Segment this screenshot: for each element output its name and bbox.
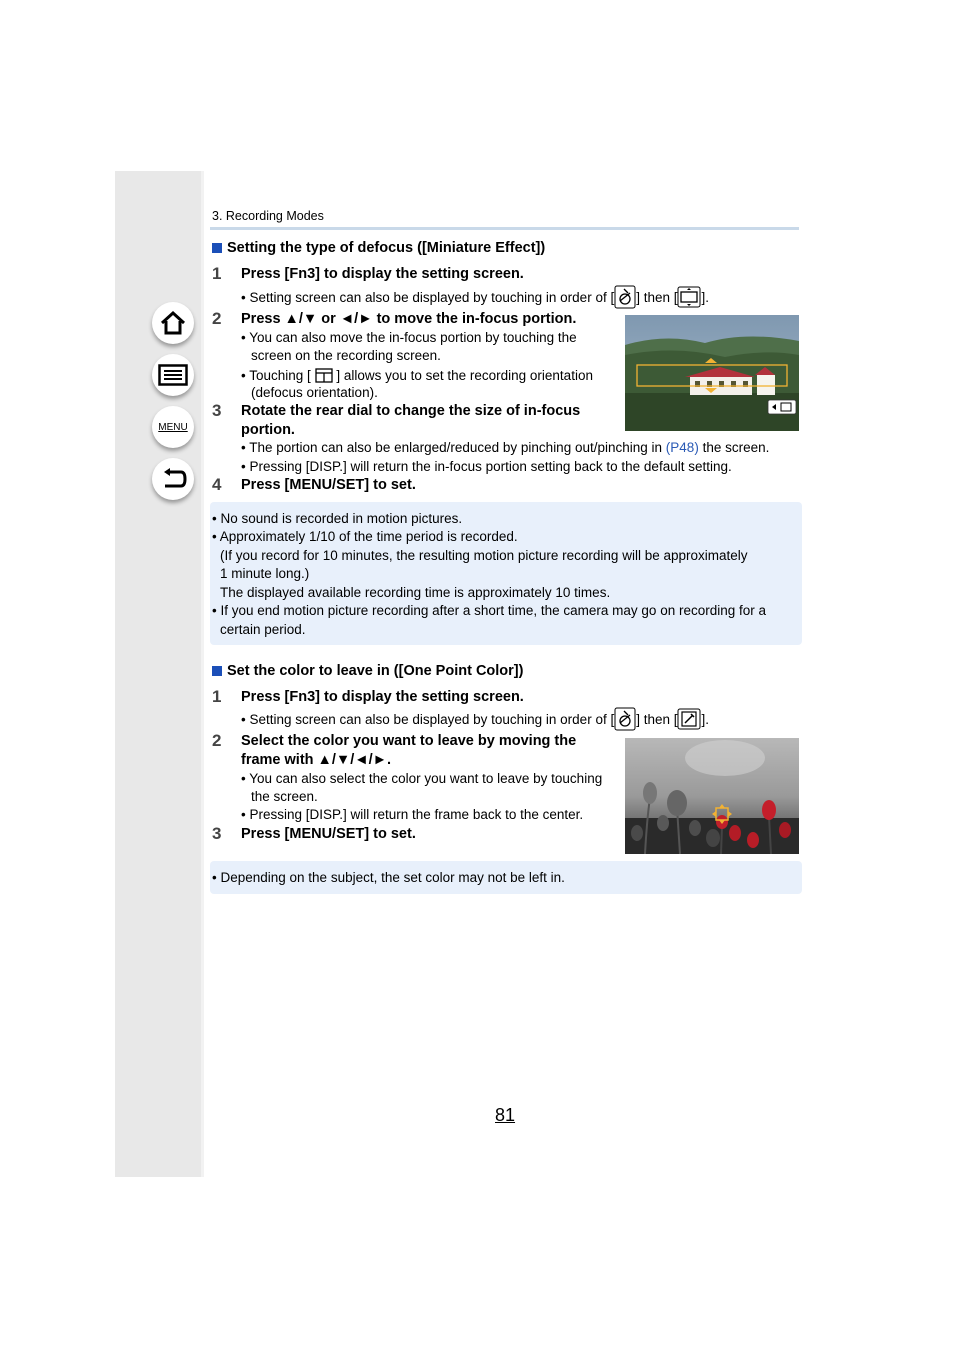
step-title: frame with ▲/▼/◄/►. [241,752,392,768]
note-line: The displayed available recording time is approximately 10 times. [220,585,611,600]
bullet-text: • The portion can also be enlarged/reduced by pinching out/pinching in [241,440,663,455]
contents-list-button[interactable] [152,354,194,396]
note-line: • Approximately 1/10 of the time period is recorded. [212,529,518,544]
step-title: Press [Fn3] to display the setting screen. [241,689,524,705]
step-bullet: • You can also select the color you want to leave by touching [241,771,603,786]
step-title: Press [Fn3] to display the setting screen. [241,266,524,282]
menu-icon: MENU [158,421,188,433]
square-bullet-icon [212,243,222,253]
step-bullet [241,285,709,312]
bullet-text: ]. [701,712,709,728]
home-button[interactable] [152,302,194,344]
page-link-p48[interactable]: (P48) [665,440,699,455]
step-bullet: the screen. [251,789,318,804]
note-line: • Depending on the subject, the set color may not be left in. [212,870,565,885]
step-number: 2 [212,731,222,750]
note-line: certain period. [220,622,306,637]
step-bullet [241,367,593,386]
bullet-text: ] then [ [636,712,678,728]
bullet-text: ] allows you to set the recording orientation [336,368,593,384]
note-box [210,861,802,894]
step-number: 1 [212,264,222,283]
step-bullet [241,440,769,455]
section-title-one-point-color [212,663,523,679]
step-bullet: screen on the recording screen. [251,348,441,363]
one-point-color-preview-image [625,738,799,854]
header-rule [210,227,799,230]
step-number: 4 [212,475,222,494]
color-picker-icon[interactable] [677,708,701,733]
step-bullet: (defocus orientation). [251,385,378,400]
breadcrumb: 3. Recording Modes [212,209,324,223]
step-number: 3 [212,401,222,420]
step-title: Select the color you want to leave by moving the [241,733,577,749]
step-title: Press [MENU/SET] to set. [241,826,416,842]
bullet-text: • Setting screen can also be displayed by touching in order of [ [241,290,615,306]
page-number: 81 [495,1105,516,1125]
step-number: 1 [212,687,222,706]
square-bullet-icon [212,666,222,676]
back-button[interactable] [152,458,194,500]
note-line: • No sound is recorded in motion pictures. [212,511,463,526]
back-icon [159,467,187,491]
miniature-frame-icon[interactable] [677,286,701,311]
section-title-miniature [212,240,545,256]
miniature-effect-preview-image [625,315,799,431]
step-number: 3 [212,824,222,843]
note-line: (If you record for 10 minutes, the resulting motion picture recording will be approximately [220,548,748,563]
home-icon [159,310,187,336]
orientation-icon[interactable] [315,367,333,386]
step-bullet: • You can also move the in-focus portion by touching the [241,330,577,345]
bullet-text: the screen. [702,440,770,455]
bullet-text: ]. [701,290,709,306]
menu-button[interactable] [152,406,194,448]
filter-effect-icon[interactable] [614,285,636,312]
section-title-text: Set the color to leave in ([One Point Color]) [227,663,524,679]
step-bullet: • Pressing [DISP.] will return the frame back to the center. [241,807,584,822]
step-bullet [241,707,709,734]
bullet-text: • Touching [ [241,368,311,384]
section-title-text: Setting the type of defocus ([Miniature Effect]) [227,240,546,256]
list-icon [158,364,188,386]
filter-effect-icon[interactable] [614,707,636,734]
step-title: Press [MENU/SET] to set. [241,477,416,493]
bullet-text: • Setting screen can also be displayed by touching in order of [ [241,712,615,728]
step-number: 2 [212,309,222,328]
step-bullet: • Pressing [DISP.] will return the in-focus portion setting back to the default setting. [241,459,732,474]
note-line: 1 minute long.) [220,566,310,581]
bullet-text: ] then [ [636,290,678,306]
note-line: • If you end motion picture recording after a short time, the camera may go on recording for a [212,603,767,618]
step-title: Rotate the rear dial to change the size of in-focus [241,403,581,419]
step-title: portion. [241,422,295,438]
step-title: Press ▲/▼ or ◄/► to move the in-focus portion. [241,311,577,327]
note-box [210,502,802,645]
